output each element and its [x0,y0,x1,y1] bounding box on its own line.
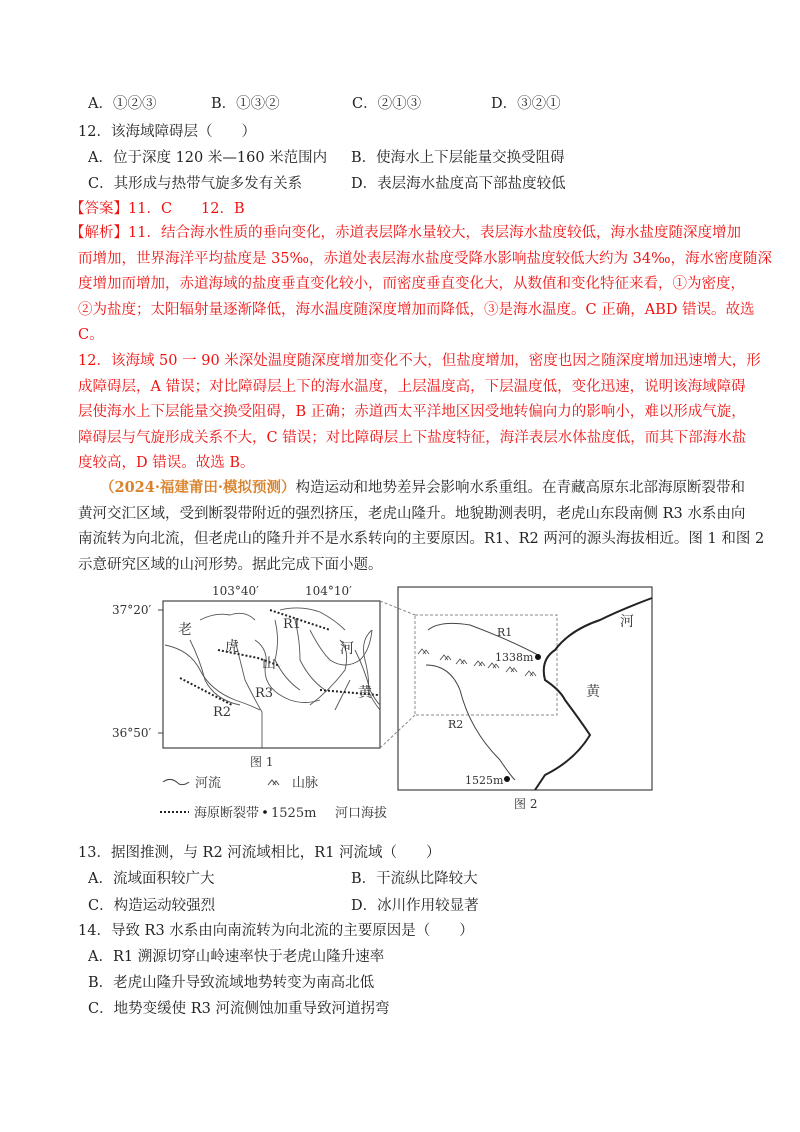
elevation-label: 1525m [465,774,504,787]
passage-line: 构造运动和地势差异会影响水系重组。在青藏高原东北部海原断裂带和 [295,480,745,496]
river-char: 黄 [586,684,600,700]
place-char: 老 [178,622,192,638]
q11-option-c: C．②①③ [352,96,422,112]
q14-option-c: C．地势变缓使 R3 河流侧蚀加重导致河道拐弯 [88,1001,390,1017]
place-char: 虎 [225,639,239,655]
analysis-line: 度较高，D 错误。故选 B。 [78,455,255,472]
q13-option-b: B．干流纵比降较大 [351,871,478,887]
q14-option-b: B．老虎山隆升导致流域地势转变为南高北低 [88,975,375,991]
river-label-r1: R1 [283,617,302,632]
river-label-r3: R3 [255,686,274,701]
legend-fault: 海原断裂带 [194,806,260,821]
legend-river: 河流 [195,776,222,791]
q12-option-d: D．表层海水盐度高下部盐度较低 [351,176,566,192]
legend [160,775,387,821]
lon-label: 103°40′ [212,584,259,598]
analysis-line: 成障碍层，A 错误；对比障碍层上下的海水温度，上层温度高，下层温度低，变化迅速，说明该海域障碍 [78,378,746,395]
passage-line: 黄河交汇区域，受到断裂带附近的强烈挤压，老虎山隆升。地貌勘测表明，老虎山东段南侧 R3 水系由向 [78,505,746,522]
analysis-line: 度增加而增加，赤道海域的盐度垂直变化较小，而密度垂直变化大，从数值和变化特征来看，①为密度， [78,276,745,293]
river-label-r2: R2 [448,718,464,731]
q12-stem: 12．该海域障碍层（ ） [78,124,256,140]
passage-line: 南流转为向北流，但老虎山的隆升并不是水系转向的主要原因。R1、R2 两河的源头海拔相近。图 1 和图 2 [78,531,765,548]
q14-option-a: A．R1 溯源切穿山岭速率快于老虎山隆升速率 [88,949,385,965]
q13-option-c: C．构造运动较强烈 [88,898,216,914]
river-label-r2: R2 [213,705,232,720]
river-legend-icon [163,779,189,784]
q14-stem: 14．导致 R3 水系由向南流转为向北流的主要原因是（ ） [78,923,474,939]
figure-1-caption: 图 1 [250,755,274,769]
q12-option-b: B．使海水上下层能量交换受阻碍 [351,150,565,166]
river-label-r1: R1 [497,626,513,639]
mouth-legend-icon [263,810,267,814]
analysis-line: 而增加，世界海洋平均盐度是 35‰，赤道处表层海水盐度受降水影响盐度较低大约为 34‰，海水密度随深 [78,250,773,267]
analysis-line: 障碍层与气旋形成关系不大，C 错误；对比障碍层上下盐度特征，海洋表层水体盐度低，而其下部海水盐 [78,429,747,446]
analysis-12 [78,351,761,479]
q13-stem: 13．据图推测，与 R2 河流域相比，R1 河流域（ ） [78,845,441,861]
mouth-point [504,776,510,782]
river-char: 河 [620,614,634,630]
q11-option-b: B．①③② [211,96,280,112]
analysis-line: 层使海水上下层能量交换受阻碍，B 正确；赤道西太平洋地区因受地转偏向力的影响小，难以形成气旋， [78,404,746,421]
passage-line: 示意研究区域的山河形势。据此完成下面小题。 [78,556,383,573]
legend-mouth-sample: 1525m [271,806,317,821]
fig1-rivers [165,608,380,748]
legend-mouth: 河口海拔 [335,806,388,821]
q13-option-d: D．冰川作用较显著 [351,898,479,914]
fault-lines [180,610,378,705]
answer-line: 【答案】11．C 12．B [70,201,245,217]
figure-2 [398,587,652,811]
passage [78,478,765,580]
mouth-point [535,654,541,660]
q11-option-a: A．①②③ [88,96,157,112]
figure-1 [112,584,380,769]
analysis-11 [70,223,773,351]
analysis-line: 12．该海域 50 一 90 米深处温度随深度增加变化不大，但盐度增加，密度也因之随深度增加迅速增大，形 [78,353,761,369]
river-char: 河 [340,641,354,657]
river-map-figure [100,580,670,835]
lon-label: 104°10′ [305,584,352,598]
q12-option-c: C．其形成与热带气旋多发有关系 [88,176,303,192]
legend-mountain: 山脉 [292,776,319,791]
lat-label: 37°20′ [112,603,152,617]
q13-option-a: A．流域面积较广大 [88,871,215,887]
analysis-line: ②为盐度；太阳辐射量逐渐降低，海水温度随深度增加而降低，③是海水温度。C 正确，ABD 错误。故选 [78,301,755,318]
passage-source: （2024·福建莆田·模拟预测） [100,479,296,496]
figure-2-caption: 图 2 [514,797,538,811]
place-char: 山 [262,656,276,672]
river-char: 黄 [358,685,372,701]
analysis-line: C。 [78,327,104,344]
lat-label: 36°50′ [112,726,152,740]
q11-option-d: D．③②① [491,96,561,112]
q12-option-a: A．位于深度 120 米—160 米范围内 [88,150,328,166]
analysis-line: 【解析】11．结合海水性质的垂向变化，赤道表层降水量较大，表层海水盐度较低，海水盐度随深度增加 [70,225,741,241]
elevation-label: 1338m [495,651,534,664]
mountain-legend-icon [268,780,279,785]
